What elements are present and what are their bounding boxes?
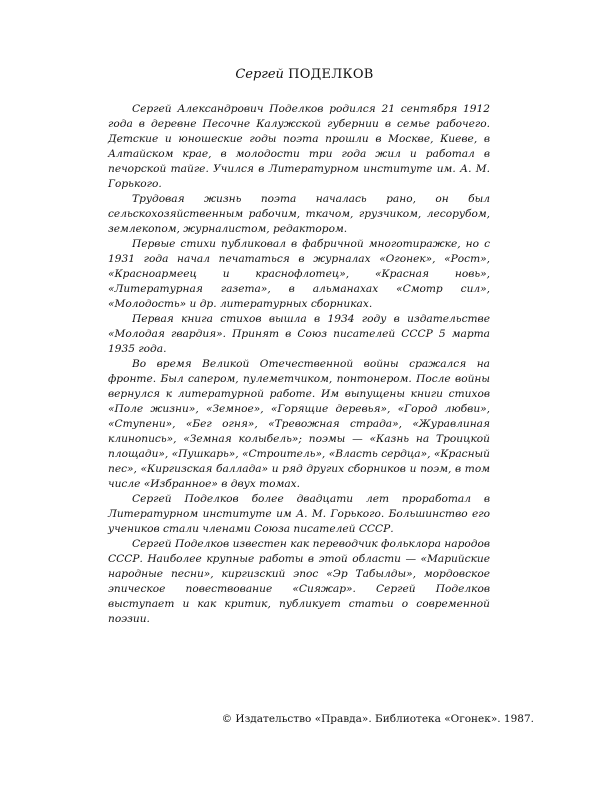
biography-paragraph: Первая книга стихов вышла в 1934 году в издательстве «Молодая гвардия». Принят в Союз писателей СССР 5 марта 1935 года. — [108, 313, 490, 355]
biography-paragraph: Во время Великой Отечественной войны сражался на фронте. Был сапером, пулеметчиком, понтонером. После войны вернулся к литературной работе. Им выпущены книги стихов «Поле жизни», «Земное», «Горящие деревья», «Город любви», «Ступени», «Бег огня», «Тревожная страда», «Журавлиная клинопись», «Земная колыбель»; поэмы — «Казнь на Троицкой площади», «Пушкарь», «Строитель», «Власть сердца», «Красный пес», «Киргизская баллада» и ряд других сборников и поэм, в том числе «Избранное» в двух томах. — [108, 358, 490, 490]
publisher-imprint: © Издательство «Правда». Библиотека «Огонек». 1987. — [221, 713, 534, 725]
biography-paragraph: Трудовая жизнь поэта началась рано, он был сельскохозяйственным рабочим, ткачом, грузчиком, лесорубом, землекопом, журналистом, редактором. — [108, 193, 490, 235]
biography-text — [108, 102, 490, 627]
author-surname: ПОДЕЛКОВ — [288, 67, 374, 82]
biography-paragraph: Сергей Поделков более двадцати лет проработал в Литературном институте им А. М. Горького. Большинство его учеников стали членами Союза писателей СССР. — [108, 493, 490, 535]
author-heading — [0, 66, 609, 84]
author-first-name: Сергей — [235, 67, 284, 82]
biography-paragraph: Первые стихи публиковал в фабричной многотиражке, но с 1931 года начал печататься в журналах «Огонек», «Рост», «Красноармеец и краснофлотец», «Красная новь», «Литературная газета», в альманахах «Смотр сил», «Молодость» и др. литературных сборниках. — [108, 238, 490, 310]
biography-paragraph: Сергей Александрович Поделков родился 21 сентября 1912 года в деревне Песочне Калужской губернии в семье рабочего. Детские и юношеские годы поэта прошли в Москве, Киеве, в Алтайском крае, в молодости три года жил и работал в печорской тайге. Учился в Литературном институте им. А. М. Горького. — [108, 103, 490, 190]
biography-paragraph: Сергей Поделков известен как переводчик фольклора народов СССР. Наиболее крупные работы в этой области — «Марийские народные песни», киргизский эпос «Эр Табылды», мордовское эпическое повествование «Сияжар». Сергей Поделков выступает и как критик, публикует статьи о современной поэзии. — [108, 538, 490, 625]
